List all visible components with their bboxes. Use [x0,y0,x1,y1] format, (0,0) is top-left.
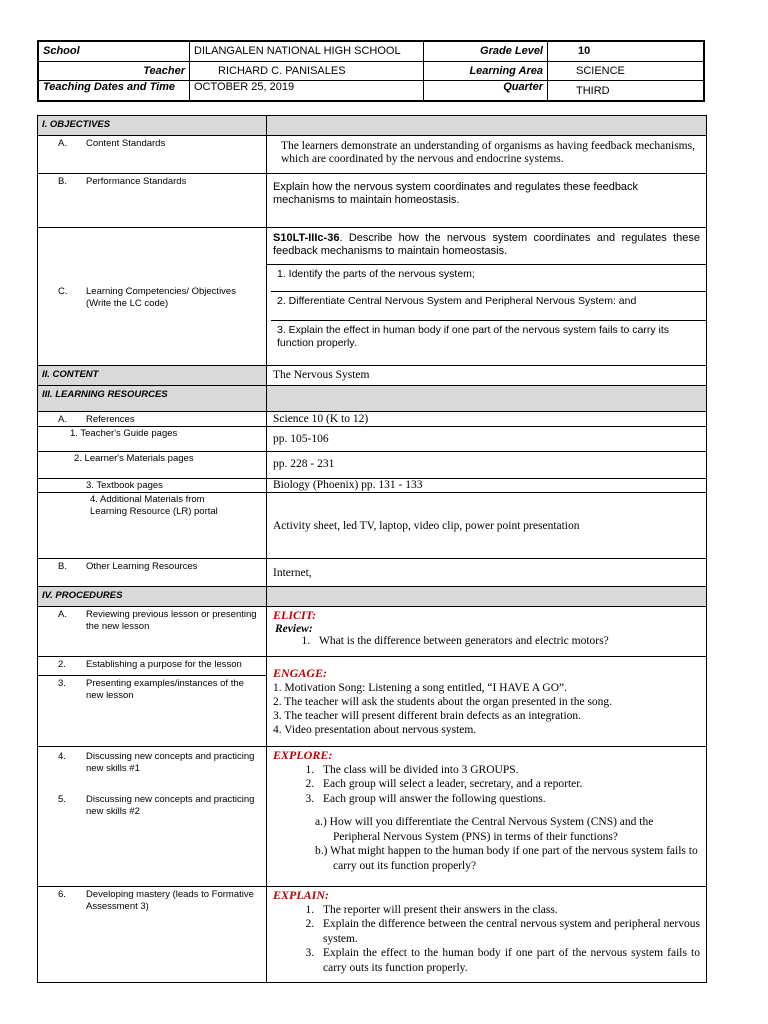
procedure-step-5: 5. Discussing new concepts and practicing new skills #2 [58,794,255,817]
learning-area-value: SCIENCE [548,61,705,81]
references-label: A. References [38,412,267,427]
explore-item: 1. The class will be divided into 3 GROUPS. [317,763,700,778]
school-value: DILANGALEN NATIONAL HIGH SCHOOL [190,41,424,61]
performance-standards-text: Explain how the nervous system coordinates and regulates these feedback mechanisms to maintain homeostasis. [267,174,707,228]
content-standards-text: The learners demonstrate an understanding of organisms as having feedback mechanisms, which are coordinated by the nervous and endocrine systems. [267,136,707,174]
explore-cell [267,747,707,887]
learning-resources-heading: III. LEARNING RESOURCES [38,386,267,412]
procedure-step-6: 6. Developing mastery (leads to Formative Assessment 3) [38,887,267,983]
teaching-dates-value: OCTOBER 25, 2019 [190,81,424,101]
competency-statement: S10LT-IIIc-36. Describe how the nervous system coordinates and regulates these feedback mechanisms to maintain homeostasis. [267,228,706,265]
elicit-heading: ELICIT: [273,608,317,622]
competency-objectives-list [271,265,706,353]
learners-materials-value: pp. 228 - 231 [267,452,707,479]
teachers-guide-label: 1. Teacher's Guide pages [38,427,267,452]
performance-standards-label: B. Performance Standards [38,174,267,228]
competency-item: 1. Identify the parts of the nervous system; [271,265,706,292]
engage-line: 3. The teacher will present different brain defects as an integration. [273,710,582,722]
content-standards-label: A. Content Standards [38,136,267,174]
engage-heading: ENGAGE: [273,666,328,680]
other-resources-value: Internet, [267,559,707,587]
explore-item: 3. Each group will answer the following questions. [317,792,700,807]
explain-heading: EXPLAIN: [273,888,330,902]
engage-line: 2. The teacher will ask the students about the organ presented in the song. [273,696,613,708]
engage-line: 1. Motivation Song: Listening a song entitled, “I HAVE A GO”. [273,682,567,694]
explore-item: 2. Each group will select a leader, secretary, and a reporter. [317,777,700,792]
review-label: Review: [275,623,313,635]
explore-question: b.) What might happen to the human body if one part of the nervous system fails to carry out its function properly? [315,845,698,872]
teacher-label: Teacher [38,61,190,81]
additional-materials-label: 4. Additional Materials from Learning Resource (LR) portal [38,493,267,559]
explain-item: 2. Explain the difference between the central nervous system and peripheral nervous system. [317,917,700,946]
header-table [37,40,705,102]
competency-item: 2. Differentiate Central Nervous System and Peripheral Nervous System: and [271,292,706,321]
competency-item: 3. Explain the effect in human body if one part of the nervous system fails to carry its function properly. [277,324,670,349]
competency-code: S10LT-IIIc-36 [273,232,340,244]
explain-item: 1. The reporter will present their answers in the class. [317,903,700,918]
teacher-value: RICHARD C. PANISALES [190,61,424,81]
lesson-plan-table [37,115,707,983]
learning-competencies-label: C. Learning Competencies/ Objectives (Write the LC code) [38,228,267,366]
procedure-step-2: 2. Establishing a purpose for the lesson [58,659,242,670]
school-label: School [38,41,190,61]
explain-item: 3. Explain the effect to the human body if one part of the nervous system fails to carry outs its function properly. [317,946,700,975]
teaching-dates-label: Teaching Dates and Time [38,81,190,101]
procedure-steps-2-3 [38,657,267,747]
references-value: Science 10 (K to 12) [267,412,707,427]
procedures-heading: IV. PROCEDURES [38,587,267,607]
content-heading: II. CONTENT [38,366,267,386]
quarter-value: THIRD [548,81,705,101]
grade-level-label: Grade Level [424,41,548,61]
teachers-guide-value: pp. 105-106 [267,427,707,452]
learning-area-label: Learning Area [424,61,548,81]
explore-heading: EXPLORE: [273,748,333,762]
procedure-step-4: 4. Discussing new concepts and practicing new skills #1 [58,751,255,774]
procedure-steps-4-5 [38,747,267,887]
explain-cell [267,887,707,983]
grade-level-value: 10 [548,41,705,61]
objectives-heading: I. OBJECTIVES [38,116,267,136]
procedure-step-a: A. Reviewing previous lesson or presenting the new lesson [38,607,267,657]
procedure-step-3: 3. Presenting examples/instances of the new lesson [58,678,244,701]
additional-materials-value: Activity sheet, led TV, laptop, video clip, power point presentation [267,493,707,559]
other-resources-label: B. Other Learning Resources [38,559,267,587]
explore-question: a.) How will you differentiate the Central Nervous System (CNS) and the Peripheral Nervous System (PNS) in terms of their functions? [315,816,654,843]
learning-competencies-cell [267,228,707,366]
learners-materials-label: 2. Learner's Materials pages [38,452,267,479]
content-value: The Nervous System [267,366,707,386]
elicit-item: 1. What is the difference between generators and electric motors? [313,635,700,647]
quarter-label: Quarter [424,81,548,101]
engage-line: 4. Video presentation about nervous system. [273,724,477,736]
textbook-pages-value: Biology (Phoenix) pp. 131 - 133 [267,479,707,493]
textbook-pages-label: 3. Textbook pages [38,479,267,493]
elicit-cell [267,607,707,657]
engage-cell [267,657,707,747]
